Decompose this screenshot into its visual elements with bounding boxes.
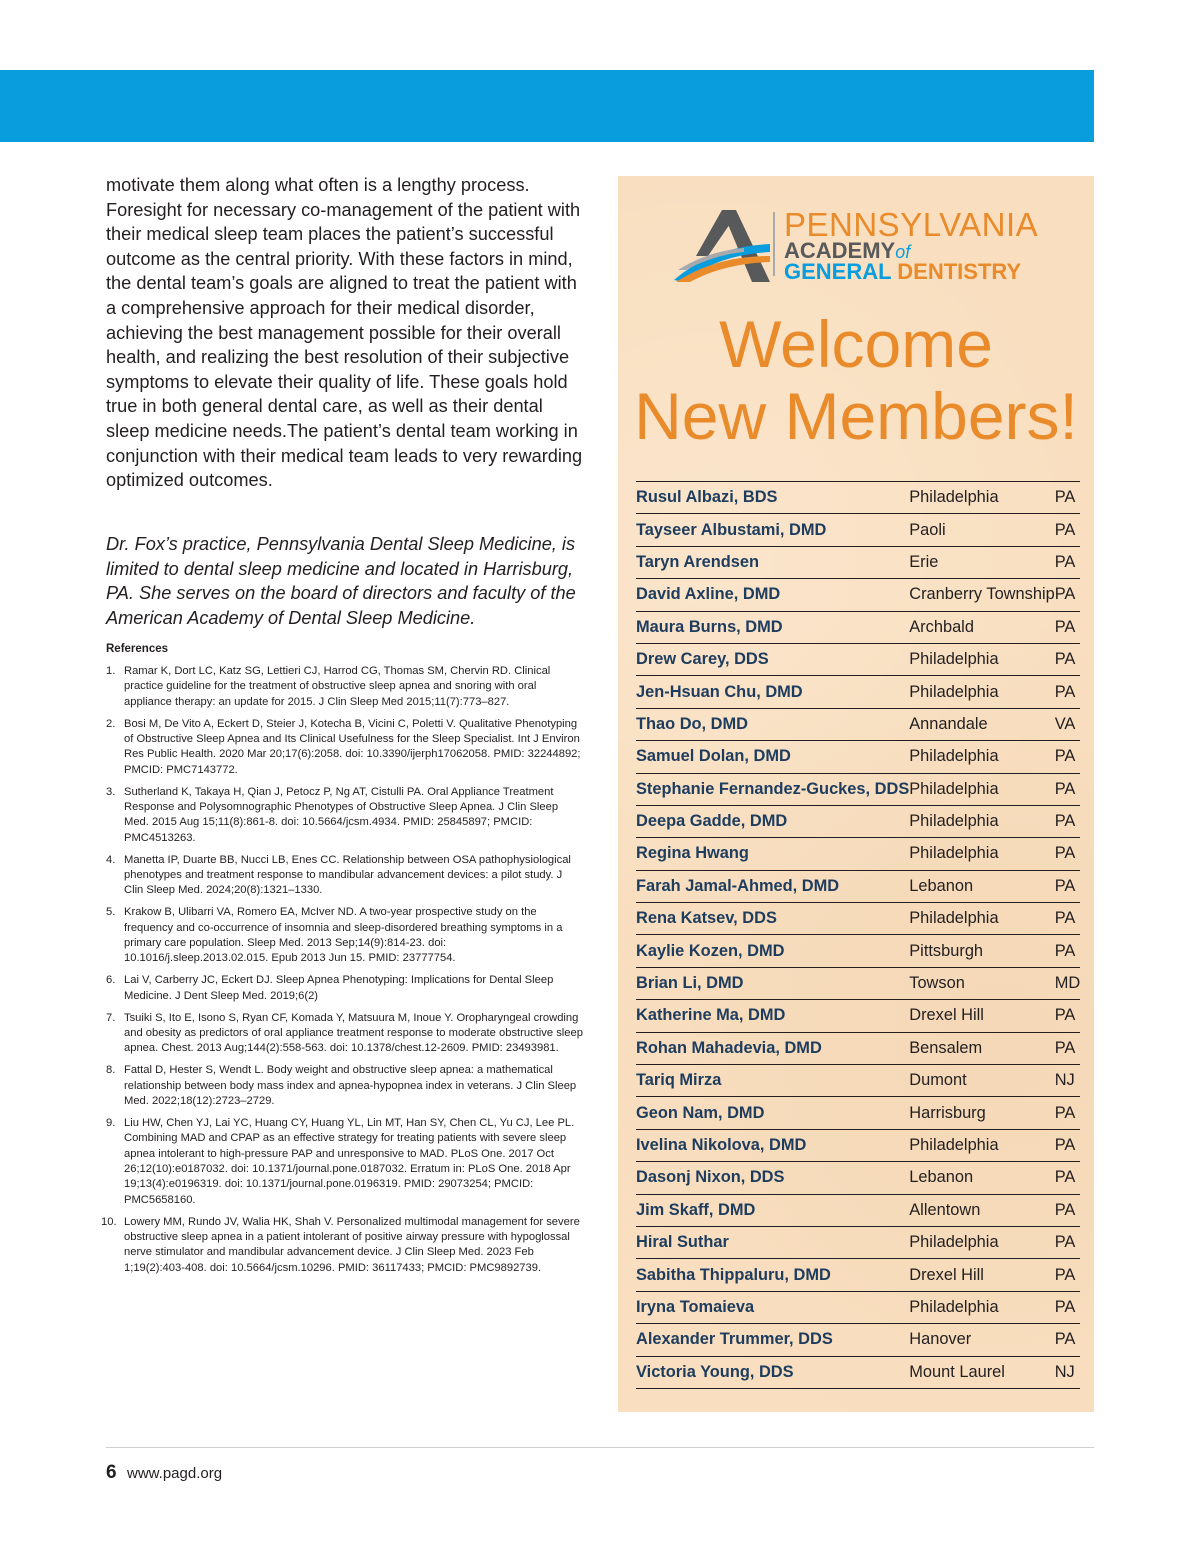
member-city: Philadelphia (909, 779, 999, 798)
logo-a-mark-icon (674, 210, 770, 282)
member-state: PA (1054, 909, 1076, 928)
member-name: Geon Nam, DMD (636, 1103, 765, 1122)
member-city: Philadelphia (909, 909, 999, 928)
member-name: Taryn Arendsen (636, 552, 759, 571)
reference-number: 6. (106, 974, 116, 987)
reference-number: 9. (106, 1117, 116, 1130)
member-city: Drexel Hill (909, 1006, 984, 1025)
member-name: Ivelina Nikolova, DMD (636, 1136, 807, 1154)
member-state: PA (1054, 1330, 1076, 1349)
member-state: PA (1054, 617, 1076, 636)
reference-item (101, 1215, 584, 1276)
reference-number: 3. (106, 785, 116, 798)
member-state: PA (1054, 1006, 1076, 1025)
member-state: PA (1054, 812, 1076, 831)
reference-item (106, 1063, 584, 1109)
reference-item (106, 717, 584, 778)
member-name: Jim Skaff, DMD (636, 1200, 756, 1219)
member-state: PA (1054, 585, 1076, 604)
member-city: Philadelphia (909, 1136, 999, 1154)
member-name: Maura Burns, DMD (636, 617, 783, 636)
member-row (636, 546, 1080, 578)
member-name: Tariq Mirza (636, 1071, 722, 1090)
reference-text: Bosi M, De Vito A, Eckert D, Steier J, Kotecha B, Vicini C, Poletti V. Qualitative Phenotyping of Obstructive Sleep Apnea and Its Clinical Usefulness for the Sleep Specialist. Int J Environ Res Public Health. 2020 Mar 20;17(6):2058. doi: 10.3390/ijerph17062058. PMID: 32244892; PMCID: PMC7143772. (124, 717, 581, 776)
website-link[interactable]: www.pagd.org (127, 1465, 223, 1482)
reference-text: Sutherland K, Takaya H, Qian J, Petocz P, Ng AT, Cistulli PA. Oral Appliance Treatment Response and Polysomnographic Phenotypes of Obstructive Sleep Apnea. J Clin Sleep Med. 2015 Aug 15;11(8):861-8. doi: 10.5664/jcsm.4934. PMID: 25845897; PMCID: PMC4513263. (124, 785, 559, 844)
member-row (636, 611, 1080, 643)
member-row (636, 935, 1080, 967)
member-city: Harrisburg (909, 1103, 986, 1122)
member-name: Alexander Trummer, DDS (636, 1330, 833, 1349)
member-row (636, 741, 1080, 773)
reference-text: Lowery MM, Rundo JV, Walia HK, Shah V. Personalized multimodal management for severe obstructive sleep apnea in a patient intolerant of positive airway pressure with hypoglossal nerve stimulator and mandibular advancement device. J Clin Sleep Med. 2023 Feb 1;19(2):403-408. doi: 10.5664/jcsm.10296. PMID: 36117433; PMCID: PMC9892739. (124, 1215, 580, 1274)
reference-item (106, 1011, 584, 1057)
member-name: Victoria Young, DDS (636, 1362, 794, 1381)
member-city: Erie (909, 552, 939, 571)
reference-number: 7. (106, 1011, 116, 1024)
member-row (636, 805, 1080, 837)
member-state: PA (1054, 747, 1076, 766)
member-state: VA (1054, 714, 1076, 733)
member-name: Thao Do, DMD (636, 714, 748, 733)
member-state: NJ (1054, 1071, 1075, 1090)
logo-divider (773, 212, 775, 276)
reference-text: Manetta IP, Duarte BB, Nucci LB, Enes CC. Relationship between OSA pathophysiological phenotypes and treatment response to mandibular advancement devices: a pilot study. J Clin Sleep Med. 2024;20(8):1321–1330. (124, 853, 571, 897)
reference-item (106, 973, 584, 1004)
member-city: Philadelphia (909, 682, 999, 701)
member-name: Dasonj Nixon, DDS (636, 1168, 785, 1187)
reference-text: Liu HW, Chen YJ, Lai YC, Huang CY, Huang YL, Lin MT, Han SY, Chen CL, Yu CJ, Lee PL. Combining MAD and CPAP as an effective strategy for treating patients with severe sleep apnea intolerant to high-pressure PAP and unresponsive to MAD. PLoS One. 2017 Oct 26;12(10):e0187032. doi: 10.1371/journal.pone.0187032. Erratum in: PLoS One. 2018 Apr 19;13(4):e0196319. doi: 10.1371/journal.pone.0196319. PMID: 29073254; PMCID: PMC5658160. (124, 1117, 575, 1206)
member-state: PA (1054, 552, 1076, 571)
welcome-line-1: Welcome (719, 307, 993, 381)
member-name: Katherine Ma, DMD (636, 1006, 786, 1025)
member-city: Philadelphia (909, 844, 999, 863)
member-state: PA (1054, 1038, 1076, 1057)
member-city: Dumont (909, 1071, 967, 1090)
member-state: PA (1054, 1265, 1076, 1284)
member-name: David Axline, DMD (636, 585, 781, 604)
member-name: Jen-Hsuan Chu, DMD (636, 682, 803, 701)
member-city: Philadelphia (909, 488, 999, 507)
member-city: Philadelphia (909, 650, 999, 669)
member-city: Lebanon (909, 876, 974, 895)
reference-item (106, 664, 584, 710)
member-state: PA (1054, 1136, 1076, 1154)
member-name: Hiral Suthar (636, 1233, 729, 1252)
member-state: PA (1054, 1233, 1076, 1252)
member-city: Cranberry Township (909, 585, 1055, 604)
reference-text: Tsuiki S, Ito E, Isono S, Ryan CF, Komada Y, Matsuura M, Inoue Y. Oropharyngeal crowding and obesity as predictors of oral appliance treatment response to moderate obstructive sleep apnea. Chest. 2013 Aug;144(2):558-563. doi: 10.1378/chest.12-2609. PMID: 23493981. (124, 1011, 583, 1055)
reference-text: Ramar K, Dort LC, Katz SG, Lettieri CJ, Harrod CG, Thomas SM, Chervin RD. Clinical practice guideline for the treatment of obstructive sleep apnea and snoring with oral appliance therapy: an update for 2015. J Clin Sleep Med 2015;11(7):773–827. (124, 665, 551, 708)
member-name: Tayseer Albustami, DMD (636, 520, 827, 539)
member-state: PA (1054, 1297, 1076, 1316)
member-state: MD (1054, 974, 1081, 993)
member-name: Rusul Albazi, BDS (636, 488, 778, 507)
reference-text: Krakow B, Ulibarri VA, Romero EA, McIver ND. A two-year prospective study on the frequency and co-occurrence of insomnia and sleep-disordered breathing symptoms in a primary care population. Sleep Med. 2013 Sep;14(9):814-23. doi: 10.1016/j.sleep.2013.02.015. Epub 2013 Jun 15. PMID: 23777754. (124, 906, 563, 965)
author-bio: Dr. Fox’s practice, Pennsylvania Dental Sleep Medicine, is limited to dental sleep medicine and located in Harrisburg, PA. She serves on the board of directors and faculty of the American Academy of Dental Sleep Medicine. (106, 534, 576, 628)
member-city: Philadelphia (909, 812, 999, 831)
logo-dentistry-word: DENTISTRY (897, 259, 1022, 284)
member-name: Drew Carey, DDS (636, 650, 769, 669)
logo-of-word: of (895, 242, 911, 262)
member-state: PA (1054, 1103, 1076, 1122)
member-row (636, 676, 1080, 708)
member-city: Philadelphia (909, 1233, 999, 1252)
member-state: PA (1054, 876, 1076, 895)
reference-number: 10. (101, 1215, 117, 1228)
member-row (636, 1065, 1080, 1097)
logo-general-word: GENERAL (784, 259, 892, 284)
logo-line-pennsylvania: PENNSYLVANIA (784, 206, 1039, 243)
member-row (636, 1162, 1080, 1194)
reference-number: 2. (106, 717, 116, 730)
member-name: Rena Katsev, DDS (636, 909, 777, 928)
member-row (636, 838, 1080, 870)
member-name: Iryna Tomaieva (636, 1297, 755, 1316)
member-row (636, 967, 1080, 999)
member-state: PA (1054, 520, 1076, 539)
member-row (636, 708, 1080, 740)
welcome-line-2: New Members! (634, 379, 1078, 453)
reference-item (106, 905, 584, 966)
reference-text: Fattal D, Hester S, Wendt L. Body weight and obstructive sleep apnea: a mathematical relationship between body mass index and apnea-hypopnea index in veterans. J Clin Sleep Med. 2022;18(12):2723–2729. (124, 1064, 577, 1107)
member-name: Kaylie Kozen, DMD (636, 941, 785, 960)
reference-number: 5. (106, 906, 116, 919)
reference-number: 1. (106, 665, 116, 677)
member-state: PA (1054, 941, 1076, 960)
references-heading: References (106, 643, 169, 655)
footer-divider (106, 1447, 1094, 1448)
member-city: Philadelphia (909, 747, 999, 766)
member-city: Hanover (909, 1330, 972, 1349)
member-name: Samuel Dolan, DMD (636, 747, 791, 766)
member-name: Rohan Mahadevia, DMD (636, 1038, 822, 1057)
member-row (636, 482, 1080, 514)
member-row (636, 1194, 1080, 1226)
member-row (636, 1291, 1080, 1323)
member-name: Brian Li, DMD (636, 974, 744, 993)
references-list (101, 664, 584, 1283)
member-name: Farah Jamal-Ahmed, DMD (636, 876, 840, 895)
member-name: Regina Hwang (636, 844, 749, 863)
member-state: PA (1054, 1168, 1076, 1187)
member-state: NJ (1054, 1362, 1075, 1381)
member-state: PA (1054, 488, 1076, 507)
member-city: Archbald (909, 617, 974, 636)
member-name: Stephanie Fernandez-Guckes, DDS (636, 779, 910, 798)
member-city: Lebanon (909, 1168, 974, 1187)
member-city: Towson (909, 974, 965, 993)
member-row (636, 1356, 1080, 1388)
reference-item (106, 785, 584, 846)
reference-item (106, 1116, 584, 1208)
member-city: Bensalem (909, 1038, 983, 1057)
member-state: PA (1054, 779, 1076, 798)
member-row (636, 1226, 1080, 1258)
member-state: PA (1054, 1200, 1076, 1219)
member-row (636, 1097, 1080, 1129)
member-city: Allentown (909, 1200, 981, 1219)
reference-item (106, 853, 584, 899)
member-row (636, 1032, 1080, 1064)
member-row (636, 1259, 1080, 1291)
reference-text: Lai V, Carberry JC, Eckert DJ. Sleep Apnea Phenotyping: Implications for Dental Sleep Medicine. J Dent Sleep Med. 2019;6(2) (124, 974, 554, 1002)
member-city: Philadelphia (909, 1297, 999, 1316)
member-city: Drexel Hill (909, 1265, 984, 1284)
member-name: Sabitha Thippaluru, DMD (636, 1265, 831, 1284)
reference-number: 4. (106, 853, 116, 866)
page-number: 6 (106, 1462, 117, 1483)
member-row (636, 579, 1080, 611)
member-state: PA (1054, 844, 1076, 863)
member-row (636, 903, 1080, 935)
member-name: Deepa Gadde, DMD (636, 812, 788, 831)
article-body-paragraph: motivate them along what often is a lengthy process. Foresight for necessary co-management of the patient with their medical sleep team places the patient’s successful outcome as the central priority. With these factors in mind, the dental team’s goals are aligned to treat the patient with a comprehensive approach for their medical disorder, achieving the best management possible for their overall health, and realizing the best resolution of their subjective symptoms to elevate their quality of life. These goals hold true in both general dental care, as well as their dental sleep medicine needs.The patient’s dental team working in conjunction with their medical team leads to very rewarding optimized outcomes. (106, 175, 583, 491)
member-row (636, 1129, 1080, 1161)
logo-academy-word: ACADEMY (784, 238, 896, 263)
member-state: PA (1054, 682, 1076, 701)
logo-line-general-dentistry (784, 260, 1021, 284)
member-row (636, 870, 1080, 902)
member-city: Paoli (909, 520, 946, 539)
member-city: Annandale (909, 714, 988, 733)
member-row (636, 1324, 1080, 1356)
header-color-band (0, 70, 1094, 142)
pagd-logo (674, 206, 1054, 286)
member-state: PA (1054, 650, 1076, 669)
member-city: Pittsburgh (909, 941, 984, 960)
member-row (636, 514, 1080, 546)
member-city: Mount Laurel (909, 1362, 1005, 1381)
reference-number: 8. (106, 1064, 116, 1077)
welcome-heading (618, 308, 1094, 452)
member-row (636, 1000, 1080, 1032)
new-members-table (636, 481, 1080, 1389)
member-row (636, 643, 1080, 675)
member-row (636, 773, 1080, 805)
